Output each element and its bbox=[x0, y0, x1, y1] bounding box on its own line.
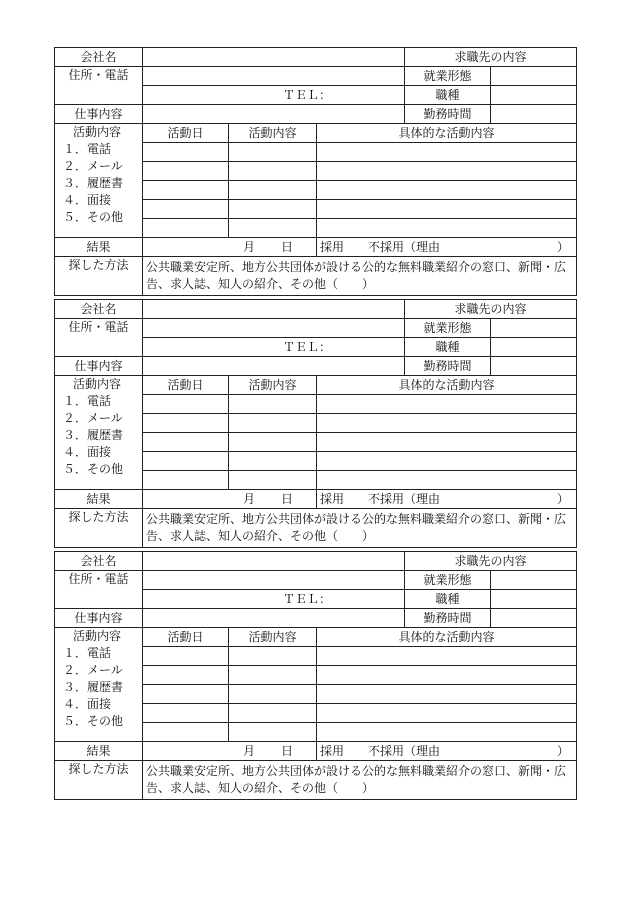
activity-date-cell[interactable] bbox=[143, 647, 229, 666]
search-method-label: 探した方法 bbox=[55, 761, 143, 800]
tel-field[interactable] bbox=[143, 86, 405, 105]
result-label: 結果 bbox=[55, 742, 143, 761]
search-method-text: 公共職業安定所、地方公共団体が設ける公的な無料職業紹介の窓口、新聞・広告、求人誌、知人の紹介、その他（ ） bbox=[143, 509, 577, 548]
activity-detail-cell[interactable] bbox=[317, 414, 577, 433]
activity-type-header: 活動内容 bbox=[229, 376, 317, 395]
activity-date-cell[interactable] bbox=[143, 704, 229, 723]
employment-type-label: 就業形態 bbox=[405, 571, 491, 590]
result-date-field[interactable] bbox=[143, 238, 317, 257]
work-hours-field[interactable] bbox=[491, 105, 577, 124]
job-content-header: 求職先の内容 bbox=[405, 552, 577, 571]
activity-option-mail: ２．メール bbox=[63, 411, 123, 425]
job-search-table bbox=[54, 47, 577, 296]
employment-type-label: 就業形態 bbox=[405, 319, 491, 338]
activity-date-header: 活動日 bbox=[143, 628, 229, 647]
company-name-label: 会社名 bbox=[55, 300, 143, 319]
job-type-field[interactable] bbox=[491, 86, 577, 105]
tel-label: ＴＥＬ： bbox=[283, 339, 332, 354]
activity-detail-cell[interactable] bbox=[317, 685, 577, 704]
activity-type-cell[interactable] bbox=[229, 471, 317, 490]
activity-option-other: ５．その他 bbox=[63, 714, 124, 728]
address-field[interactable] bbox=[143, 571, 405, 590]
company-name-label: 会社名 bbox=[55, 48, 143, 67]
tel-label: ＴＥＬ： bbox=[283, 591, 332, 606]
day-label: 日 bbox=[281, 491, 294, 506]
activity-type-cell[interactable] bbox=[229, 143, 317, 162]
activity-type-cell[interactable] bbox=[229, 685, 317, 704]
work-content-label: 仕事内容 bbox=[55, 357, 143, 376]
tel-label: ＴＥＬ： bbox=[283, 87, 332, 102]
activity-legend-title: 活動内容 bbox=[73, 629, 122, 643]
activity-detail-header: 具体的な活動内容 bbox=[317, 124, 577, 143]
month-label: 月 bbox=[243, 743, 256, 758]
activity-detail-cell[interactable] bbox=[317, 200, 577, 219]
result-options-text: 採用 不採用（理由 bbox=[320, 491, 441, 506]
activity-date-cell[interactable] bbox=[143, 395, 229, 414]
result-options-text: 採用 不採用（理由 bbox=[320, 743, 441, 758]
activity-option-resume: ３．履歴書 bbox=[63, 680, 124, 694]
activity-option-other: ５．その他 bbox=[63, 210, 124, 224]
result-options-field[interactable] bbox=[317, 742, 577, 761]
activity-detail-header: 具体的な活動内容 bbox=[317, 628, 577, 647]
activity-detail-cell[interactable] bbox=[317, 704, 577, 723]
activity-option-phone: １．電話 bbox=[63, 646, 112, 660]
address-phone-label: 住所・電話 bbox=[55, 319, 143, 357]
job-content-header: 求職先の内容 bbox=[405, 48, 577, 67]
activity-detail-cell[interactable] bbox=[317, 433, 577, 452]
month-label: 月 bbox=[243, 491, 256, 506]
result-label: 結果 bbox=[55, 490, 143, 509]
result-options-field[interactable] bbox=[317, 490, 577, 509]
work-hours-label: 勤務時間 bbox=[405, 609, 491, 628]
search-method-text: 公共職業安定所、地方公共団体が設ける公的な無料職業紹介の窓口、新聞・広告、求人誌、知人の紹介、その他（ ） bbox=[143, 257, 577, 296]
result-options-text: 採用 不採用（理由 bbox=[320, 239, 441, 254]
job-type-field[interactable] bbox=[491, 590, 577, 609]
activity-date-cell[interactable] bbox=[143, 666, 229, 685]
activity-date-cell[interactable] bbox=[143, 414, 229, 433]
address-field[interactable] bbox=[143, 67, 405, 86]
company-name-field[interactable] bbox=[143, 300, 405, 319]
activity-detail-cell[interactable] bbox=[317, 395, 577, 414]
result-close-paren: ） bbox=[557, 743, 570, 758]
activity-date-cell[interactable] bbox=[143, 685, 229, 704]
search-method-text: 公共職業安定所、地方公共団体が設ける公的な無料職業紹介の窓口、新聞・広告、求人誌、知人の紹介、その他（ ） bbox=[143, 761, 577, 800]
work-hours-field[interactable] bbox=[491, 357, 577, 376]
address-phone-label: 住所・電話 bbox=[55, 571, 143, 609]
activity-option-interview: ４．面接 bbox=[63, 193, 112, 207]
activity-detail-cell[interactable] bbox=[317, 219, 577, 238]
activity-option-phone: １．電話 bbox=[63, 142, 112, 156]
work-hours-field[interactable] bbox=[491, 609, 577, 628]
activity-content-legend bbox=[55, 628, 143, 742]
activity-content-legend bbox=[55, 376, 143, 490]
tel-field[interactable] bbox=[143, 338, 405, 357]
activity-detail-cell[interactable] bbox=[317, 723, 577, 742]
activity-type-header: 活動内容 bbox=[229, 124, 317, 143]
month-label: 月 bbox=[243, 239, 256, 254]
search-method-label: 探した方法 bbox=[55, 509, 143, 548]
job-type-field[interactable] bbox=[491, 338, 577, 357]
day-label: 日 bbox=[281, 239, 294, 254]
work-content-field[interactable] bbox=[143, 357, 405, 376]
result-date-field[interactable] bbox=[143, 490, 317, 509]
activity-legend-title: 活動内容 bbox=[73, 377, 122, 391]
activity-date-header: 活動日 bbox=[143, 124, 229, 143]
result-close-paren: ） bbox=[557, 491, 570, 506]
activity-detail-cell[interactable] bbox=[317, 647, 577, 666]
work-content-label: 仕事内容 bbox=[55, 105, 143, 124]
activity-detail-cell[interactable] bbox=[317, 471, 577, 490]
activity-date-cell[interactable] bbox=[143, 181, 229, 200]
activity-detail-cell[interactable] bbox=[317, 143, 577, 162]
activity-type-cell[interactable] bbox=[229, 433, 317, 452]
result-date-field[interactable] bbox=[143, 742, 317, 761]
activity-type-header: 活動内容 bbox=[229, 628, 317, 647]
activity-type-cell[interactable] bbox=[229, 181, 317, 200]
activity-detail-cell[interactable] bbox=[317, 452, 577, 471]
activity-date-cell[interactable] bbox=[143, 162, 229, 181]
activity-content-legend bbox=[55, 124, 143, 238]
company-name-field[interactable] bbox=[143, 48, 405, 67]
activity-type-cell[interactable] bbox=[229, 452, 317, 471]
activity-date-cell[interactable] bbox=[143, 452, 229, 471]
employment-type-field[interactable] bbox=[491, 67, 577, 86]
activity-detail-cell[interactable] bbox=[317, 181, 577, 200]
job-type-label: 職種 bbox=[405, 338, 491, 357]
activity-type-cell[interactable] bbox=[229, 723, 317, 742]
company-name-field[interactable] bbox=[143, 552, 405, 571]
employment-type-label: 就業形態 bbox=[405, 67, 491, 86]
job-search-form-1 bbox=[54, 47, 576, 296]
activity-type-cell[interactable] bbox=[229, 647, 317, 666]
job-search-table bbox=[54, 299, 577, 548]
job-search-table bbox=[54, 551, 577, 800]
activity-type-cell[interactable] bbox=[229, 414, 317, 433]
tel-field[interactable] bbox=[143, 590, 405, 609]
result-close-paren: ） bbox=[557, 239, 570, 254]
activity-date-cell[interactable] bbox=[143, 471, 229, 490]
work-hours-label: 勤務時間 bbox=[405, 357, 491, 376]
activity-type-cell[interactable] bbox=[229, 219, 317, 238]
activity-detail-header: 具体的な活動内容 bbox=[317, 376, 577, 395]
activity-date-cell[interactable] bbox=[143, 219, 229, 238]
company-name-label: 会社名 bbox=[55, 552, 143, 571]
activity-option-mail: ２．メール bbox=[63, 663, 123, 677]
activity-option-resume: ３．履歴書 bbox=[63, 176, 124, 190]
job-content-header: 求職先の内容 bbox=[405, 300, 577, 319]
job-type-label: 職種 bbox=[405, 590, 491, 609]
job-type-label: 職種 bbox=[405, 86, 491, 105]
activity-option-interview: ４．面接 bbox=[63, 697, 112, 711]
activity-date-cell[interactable] bbox=[143, 723, 229, 742]
activity-option-interview: ４．面接 bbox=[63, 445, 112, 459]
work-content-label: 仕事内容 bbox=[55, 609, 143, 628]
activity-type-cell[interactable] bbox=[229, 395, 317, 414]
job-search-form-2 bbox=[54, 299, 576, 548]
activity-option-resume: ３．履歴書 bbox=[63, 428, 124, 442]
address-phone-label: 住所・電話 bbox=[55, 67, 143, 105]
work-content-field[interactable] bbox=[143, 105, 405, 124]
activity-option-phone: １．電話 bbox=[63, 394, 112, 408]
result-label: 結果 bbox=[55, 238, 143, 257]
activity-date-cell[interactable] bbox=[143, 433, 229, 452]
activity-date-cell[interactable] bbox=[143, 200, 229, 219]
address-field[interactable] bbox=[143, 319, 405, 338]
activity-type-cell[interactable] bbox=[229, 666, 317, 685]
employment-type-field[interactable] bbox=[491, 571, 577, 590]
activity-detail-cell[interactable] bbox=[317, 162, 577, 181]
activity-option-other: ５．その他 bbox=[63, 462, 124, 476]
activity-date-header: 活動日 bbox=[143, 376, 229, 395]
activity-date-cell[interactable] bbox=[143, 143, 229, 162]
activity-type-cell[interactable] bbox=[229, 704, 317, 723]
work-content-field[interactable] bbox=[143, 609, 405, 628]
activity-type-cell[interactable] bbox=[229, 200, 317, 219]
activity-type-cell[interactable] bbox=[229, 162, 317, 181]
activity-legend-title: 活動内容 bbox=[73, 125, 122, 139]
activity-option-mail: ２．メール bbox=[63, 159, 123, 173]
day-label: 日 bbox=[281, 743, 294, 758]
job-search-form-3 bbox=[54, 551, 576, 800]
result-options-field[interactable] bbox=[317, 238, 577, 257]
search-method-label: 探した方法 bbox=[55, 257, 143, 296]
activity-detail-cell[interactable] bbox=[317, 666, 577, 685]
work-hours-label: 勤務時間 bbox=[405, 105, 491, 124]
employment-type-field[interactable] bbox=[491, 319, 577, 338]
